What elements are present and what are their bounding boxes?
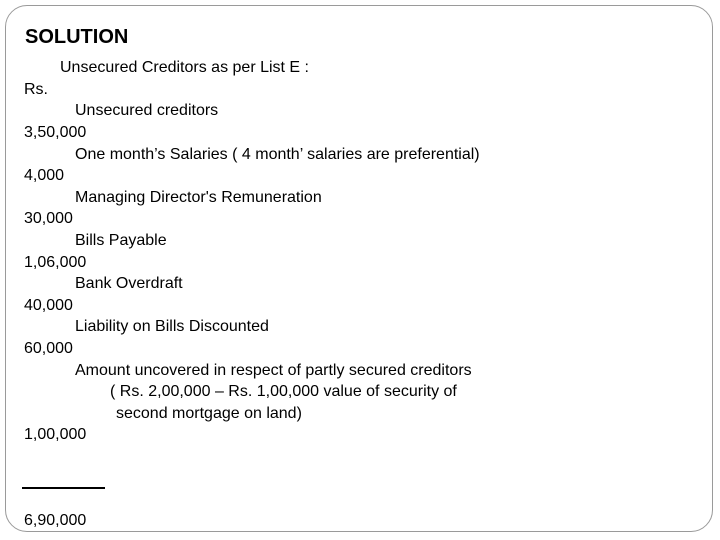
page-title: SOLUTION <box>25 26 129 48</box>
item-amount: 40,000 <box>24 297 73 314</box>
item-amount: 1,00,000 <box>24 426 87 443</box>
total-amount: 6,90,000 <box>24 512 87 529</box>
slide-frame <box>5 5 713 532</box>
item-label: Amount uncovered in respect of partly secured creditors <box>75 362 472 379</box>
item-label: Bills Payable <box>75 232 167 249</box>
currency-label: Rs. <box>24 81 48 98</box>
item-amount: 60,000 <box>24 340 73 357</box>
item-amount: 3,50,000 <box>24 124 87 141</box>
item-label: Liability on Bills Discounted <box>75 318 269 335</box>
item-label: Bank Overdraft <box>75 275 183 292</box>
item-note: ( Rs. 2,00,000 – Rs. 1,00,000 value of security of <box>110 383 457 400</box>
item-note: second mortgage on land) <box>116 405 302 422</box>
item-label: Managing Director's Remuneration <box>75 189 322 206</box>
total-rule <box>22 487 105 489</box>
item-label: Unsecured creditors <box>75 102 219 119</box>
item-label: One month’s Salaries ( 4 month’ salaries are preferential) <box>75 146 480 163</box>
item-amount: 1,06,000 <box>24 254 87 271</box>
intro-text: Unsecured Creditors as per List E : <box>60 59 309 76</box>
item-amount: 30,000 <box>24 210 73 227</box>
item-amount: 4,000 <box>24 167 65 184</box>
